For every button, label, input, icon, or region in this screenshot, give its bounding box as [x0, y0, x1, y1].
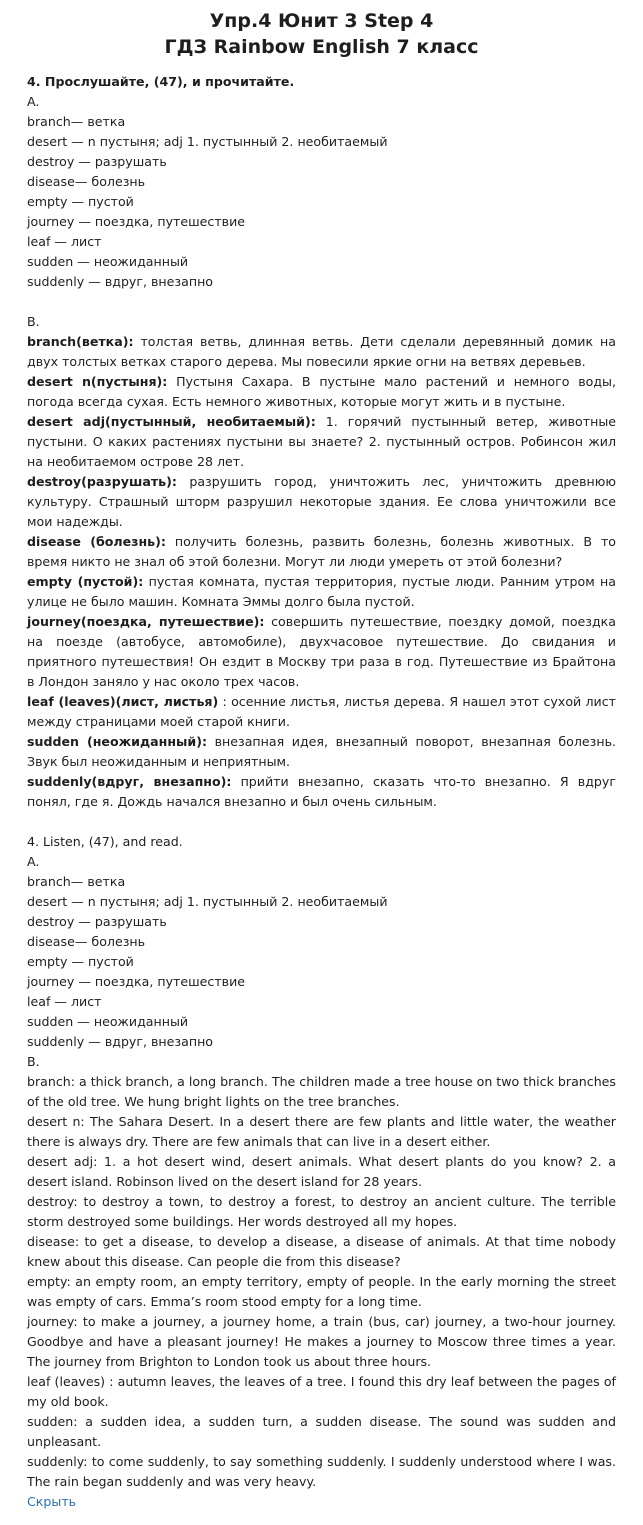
title-line-2: ГДЗ Rainbow English 7 класс — [164, 36, 479, 58]
en-entry: journey: to make a journey, a journey home, a train (bus, car) journey, a two-hour journey. Goodbye and have a pleasant journey! He makes a journey to Moscow three times a year. The journey from Brighton to London took us about three hours. — [27, 1314, 616, 1369]
ru-entry — [27, 412, 616, 472]
entry-term: suddenly(вдруг, внезапно): — [27, 774, 232, 789]
page-title — [27, 8, 616, 60]
entry-text: толстая ветвь, длинная ветвь. Дети сделали деревянный домик на двух толстых ветках старого дерева. Мы повесили яркие огни на ветвях деревьев. — [27, 334, 616, 369]
entry-term: sudden (неожиданный): — [27, 734, 208, 749]
spacer — [27, 292, 616, 312]
en-entry: empty: an empty room, an empty territory, empty of people. In the early morning the street was empty of cars. Emma’s room stood empty for a long time. — [27, 1274, 616, 1309]
entry-term: destroy(разрушать): — [27, 474, 177, 489]
ru-entry — [27, 332, 616, 372]
entry-text: разрушить город, уничтожить лес, уничтожить древнюю культуру. Страшный шторм разрушил некоторые здания. Ее слова уничтожили все мои надежды. — [27, 474, 616, 529]
en-entry: disease: to get a disease, to develop a disease, a disease of animals. At that time nobody knew about this disease. Can people die from this disease? — [27, 1234, 616, 1269]
entry-term: branch(ветка): — [27, 334, 134, 349]
en-heading: 4. Listen, (47), and read. — [27, 834, 183, 849]
entry-term: desert n(пустыня): — [27, 374, 168, 389]
en-entry: branch: a thick branch, a long branch. The children made a tree house on two thick branches of the old tree. We hung bright lights on the tree branches. — [27, 1074, 616, 1109]
vocab-item: suddenly — вдруг, внезапно — [27, 274, 214, 289]
en-entry: suddenly: to come suddenly, to say something suddenly. I suddenly understood where I was. The rain began suddenly and was very heavy. — [27, 1454, 616, 1489]
ru-heading: 4. Прослушайте, (47), и прочитайте. — [27, 74, 295, 89]
vocab-item: leaf — лист — [27, 234, 102, 249]
entry-text: получить болезнь, развить болезнь, болезнь животных. В то время никто не знал об этой болезни. Могут ли люди умереть от этой болезни? — [27, 534, 616, 569]
entry-text: : осенние листья, листья дерева. Я нашел этот сухой лист между страницами моей старой книги. — [27, 694, 616, 729]
title-line-1: Упр.4 Юнит 3 Step 4 — [209, 10, 434, 32]
ru-section-b-label: B. — [27, 314, 40, 329]
entry-text: совершить путешествие, поездку домой, поездка на поезде (автобусе, автомобиле), двухчасовое путешествие. До свидания и приятного путешествия! Он ездит в Москву три раза в год. Путешествие из Брайтона в Лондон заняло у нас около трех часов. — [27, 614, 617, 689]
vocab-item: suddenly — вдруг, внезапно — [27, 1034, 214, 1049]
exercise-content — [27, 72, 616, 1512]
en-entry: destroy: to destroy a town, to destroy a forest, to destroy an ancient culture. The terrible storm destroyed some buildings. Her words destroyed all my hopes. — [27, 1194, 616, 1229]
vocab-item: sudden — неожиданный — [27, 254, 189, 269]
entry-text: Пустыня Сахара. В пустыне мало растений и немного воды, погода всегда сухая. Есть немного животных, которые могут жить и в пустыне. — [27, 374, 616, 409]
vocab-item: desert — n пустыня; adj 1. пустынный 2. необитаемый — [27, 894, 388, 909]
entry-term: empty (пустой): — [27, 574, 144, 589]
ru-entry — [27, 572, 616, 612]
vocab-item: branch— ветка — [27, 874, 126, 889]
vocab-item: disease— болезнь — [27, 174, 146, 189]
en-entry: desert adj: 1. a hot desert wind, desert animals. What desert plants do you know? 2. a desert island. Robinson lived on the desert island for 28 years. — [27, 1154, 616, 1189]
ru-section-a-label: A. — [27, 94, 40, 109]
ru-entry — [27, 772, 616, 812]
ru-entry — [27, 532, 616, 572]
vocab-item: sudden — неожиданный — [27, 1014, 189, 1029]
entry-text: внезапная идея, внезапный поворот, внезапная болезнь. Звук был неожиданным и неприятным. — [27, 734, 617, 769]
ru-entry — [27, 692, 616, 732]
vocab-item: journey — поездка, путешествие — [27, 974, 246, 989]
en-entry: desert n: The Sahara Desert. In a desert there are few plants and little water, the weather there is always dry. There are few animals that can live in a desert either. — [27, 1114, 616, 1149]
vocab-item: branch— ветка — [27, 114, 126, 129]
entry-term: journey(поездка, путешествие): — [27, 614, 265, 629]
entry-term: disease (болезнь): — [27, 534, 166, 549]
ru-entry — [27, 612, 616, 692]
entry-text: 1. горячий пустынный ветер, животные пустыни. О каких растениях пустыни вы знаете? 2. пустынный остров. Робинсон жил на необитаемом острове 28 лет. — [27, 414, 617, 469]
en-entry: sudden: a sudden idea, a sudden turn, a sudden disease. The sound was sudden and unpleasant. — [27, 1414, 616, 1449]
en-section-a-label: A. — [27, 854, 40, 869]
entry-term: desert adj(пустынный, необитаемый): — [27, 414, 316, 429]
vocab-item: destroy — разрушать — [27, 154, 167, 169]
ru-entry — [27, 372, 616, 412]
vocab-item: desert — n пустыня; adj 1. пустынный 2. необитаемый — [27, 134, 388, 149]
entry-text: прийти внезапно, сказать что-то внезапно. Я вдруг понял, где я. Дождь начался внезапно и был очень сильным. — [27, 774, 616, 809]
vocab-item: empty — пустой — [27, 954, 134, 969]
en-section-b-label: B. — [27, 1054, 40, 1069]
ru-entry — [27, 732, 616, 772]
vocab-item: journey — поездка, путешествие — [27, 214, 246, 229]
vocab-item: disease— болезнь — [27, 934, 146, 949]
hide-link[interactable]: Скрыть — [27, 1494, 77, 1509]
vocab-item: empty — пустой — [27, 194, 134, 209]
en-entry: leaf (leaves) : autumn leaves, the leaves of a tree. I found this dry leaf between the pages of my old book. — [27, 1374, 616, 1409]
vocab-item: leaf — лист — [27, 994, 102, 1009]
entry-term: leaf (leaves)(лист, листья) — [27, 694, 219, 709]
ru-entries — [27, 332, 616, 812]
entry-text: пустая комната, пустая территория, пустые люди. Ранним утром на улице не было машин. Комната Эммы долго была пустой. — [27, 574, 616, 609]
vocab-item: destroy — разрушать — [27, 914, 167, 929]
spacer — [27, 812, 616, 832]
ru-entry — [27, 472, 616, 532]
en-entries — [27, 1072, 616, 1492]
ru-vocab-list — [27, 112, 616, 292]
en-vocab-list — [27, 872, 616, 1052]
